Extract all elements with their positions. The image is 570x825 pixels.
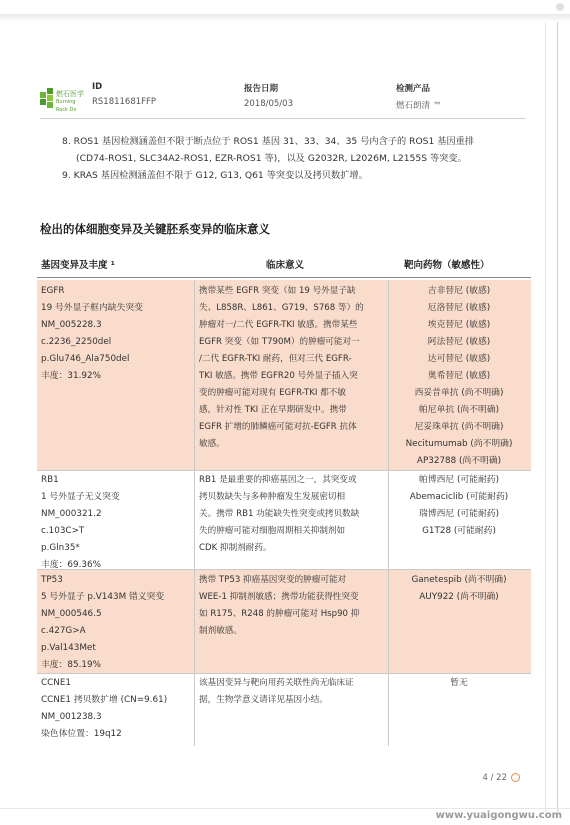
cell-line: 变的肿瘤可能对现有 EGFR-TKI 都不敏 (199, 388, 346, 398)
cell-line: EGFR 突变（如 T790M）的肿瘤可能对一 (199, 337, 360, 347)
drug-item: 暂无 (450, 678, 468, 688)
cell-line: 携带某些 EGFR 突变（如 19 号外显子缺 (199, 286, 356, 296)
drug-item: 奥希替尼 (敏感) (427, 371, 491, 381)
id-value: RS1811681FFP (92, 97, 157, 107)
scroll-marker-icon (556, 3, 564, 11)
viewer-top-bar (0, 0, 570, 14)
ccne1-significance-cell (199, 675, 385, 709)
cell-line: 丰度：85.19% (41, 660, 101, 670)
product-value: 燃石朗清 ™ (396, 101, 442, 111)
cell-line: NM_000546.5 (41, 609, 102, 619)
cell-line: c.427G>A (41, 626, 86, 636)
cell-line: 19 号外显子框内缺失突变 (41, 303, 143, 313)
rb1-significance-cell (199, 472, 385, 557)
drug-item: G1T28 (可能耐药) (422, 526, 496, 536)
logo-text-en: Burning Rock Dx (56, 99, 77, 113)
rb1-variant-cell (41, 472, 120, 574)
cell-line: 关。携带 RB1 功能缺失性突变或拷贝数缺 (199, 509, 360, 519)
column-divider (194, 280, 195, 746)
report-header (40, 82, 526, 114)
column-header-drugs: 靶向药物（敏感性） (404, 260, 490, 271)
watermark: www.yuaigongwu.com (435, 810, 562, 821)
drug-item: 瑞博西尼 (可能耐药) (418, 509, 500, 519)
egfr-significance-cell (199, 283, 385, 453)
company-logo (40, 88, 86, 113)
cell-line: 肿瘤对一/二代 EGFR-TKI 敏感。携带某些 (199, 320, 358, 330)
id-label: ID (92, 82, 103, 92)
note-8-line-1: 8. ROS1 基因检测涵盖但不限于断点位于 ROS1 基因 31、33、34、35 号内含子的 ROS1 基因重排 (62, 136, 475, 147)
cell-line: RB1 (41, 475, 59, 485)
product-label: 检测产品 (396, 84, 431, 94)
drug-item: Ganetespib (尚不明确) (411, 575, 507, 585)
note-8-line-2: (CD74-ROS1, SLC34A2-ROS1, EZR-ROS1 等)，以及 G2032R, L2026M, L2155S 等突变。 (76, 153, 467, 164)
drug-item: 帕尼单抗 (尚不明确) (418, 405, 500, 415)
drug-item: Abemaciclib (可能耐药) (409, 492, 509, 502)
cell-line: 丰度：69.36% (41, 560, 101, 570)
cell-line: p.Glu746_Ala750del (41, 354, 130, 364)
row-divider (37, 470, 531, 471)
drug-item: AP32788 (尚不明确) (416, 456, 502, 466)
cell-line: 失、L858R、L861、G719、S768 等）的 (199, 303, 364, 313)
cell-line: EGFR 扩增的肺鳞癌可能对抗-EGFR 抗体 (199, 422, 357, 432)
column-header-variant: 基因变异及丰度 ¹ (41, 260, 115, 271)
cell-line: CCNE1 拷贝数扩增 (CN=9.61) (41, 695, 168, 705)
cell-line: CCNE1 (41, 678, 72, 688)
cell-line: 5 号外显子 p.V143M 错义突变 (41, 592, 165, 602)
page-edge-rule-inner (545, 22, 546, 812)
cell-line: NM_001238.3 (41, 712, 102, 722)
ccne1-variant-cell (41, 675, 167, 743)
table-header-rule (37, 277, 531, 278)
drug-item: Necitumumab (尚不明确) (405, 439, 513, 449)
drug-item: 尼妥珠单抗 (尚不明确) (414, 422, 504, 432)
cell-line: 染色体位置：19q12 (41, 729, 122, 739)
drug-item: 阿法替尼 (敏感) (427, 337, 491, 347)
page-shadow (0, 14, 570, 22)
tp53-drugs-cell (392, 572, 526, 606)
cell-line: c.2236_2250del (41, 337, 112, 347)
cell-line: NM_000321.2 (41, 509, 102, 519)
cell-line: 失的肿瘤可能对细胞周期相关抑制剂如 (199, 526, 346, 536)
page-number-text: 4 / 22 (482, 773, 507, 783)
egfr-drugs-cell (392, 283, 526, 470)
cell-line: 1 号外显子无义突变 (41, 492, 120, 502)
cell-line: c.103C>T (41, 526, 85, 536)
header-divider (40, 118, 526, 119)
cell-line: TKI 敏感。携带 EGFR20 号外显子插入突 (199, 371, 358, 381)
drug-item: 吉非替尼 (敏感) (427, 286, 491, 296)
cell-line: 该基因变异与靶向用药关联性尚无临床证 (199, 678, 354, 688)
column-divider (388, 280, 389, 746)
cell-line: EGFR (41, 286, 65, 296)
page-edge-rule (557, 22, 558, 812)
cell-line: 携带 TP53 抑癌基因突变的肿瘤可能对 (199, 575, 347, 585)
cell-line: 丰度：31.92% (41, 371, 101, 381)
cell-line: NM_005228.3 (41, 320, 102, 330)
footnotes (62, 133, 532, 184)
drug-item: 西妥昔单抗 (尚不明确) (414, 388, 504, 398)
page-dot-icon (511, 773, 520, 782)
bottom-divider (0, 808, 570, 809)
drug-item: AUY922 (尚不明确) (419, 592, 499, 602)
cell-line: TP53 (41, 575, 63, 585)
cell-line: 拷贝数缺失与多种肿瘤发生发展密切相 (199, 492, 346, 502)
cell-line: 如 R175、R248 的肿瘤可能对 Hsp90 抑 (199, 609, 360, 619)
tp53-significance-cell (199, 572, 385, 640)
page-number (483, 773, 521, 783)
cell-line: 制剂敏感。 (199, 626, 242, 636)
drug-item: 埃克替尼 (敏感) (427, 320, 491, 330)
cell-line: 据，生物学意义请详见基因小结。 (199, 695, 328, 705)
egfr-variant-cell (41, 283, 143, 385)
ccne1-drugs-cell (392, 675, 526, 692)
cell-line: p.Gln35* (41, 543, 80, 553)
drug-item: 达可替尼 (敏感) (427, 354, 491, 364)
cell-line: 敏感。 (199, 439, 225, 449)
drug-item: 帕博西尼 (可能耐药) (418, 475, 500, 485)
cell-line: CDK 抑制剂耐药。 (199, 543, 272, 553)
rb1-drugs-cell (392, 472, 526, 540)
tp53-variant-cell (41, 572, 164, 674)
cell-line: p.Val143Met (41, 643, 96, 653)
report-date-value: 2018/05/03 (244, 99, 293, 109)
note-9: 9. KRAS 基因检测涵盖但不限于 G12, G13, Q61 等突变以及拷贝数扩增。 (62, 170, 368, 181)
cell-line: 感，针对性 TKI 正在早期研发中。携带 (199, 405, 347, 415)
report-date-label: 报告日期 (244, 84, 279, 94)
cell-line: /二代 EGFR-TKI 耐药，但对三代 EGFR- (199, 354, 352, 364)
logo-text-cn: 燃石医学 (56, 90, 84, 98)
cell-line: WEE-1 抑制剂敏感；携带功能获得性突变 (199, 592, 359, 602)
drug-item: 厄洛替尼 (敏感) (427, 303, 491, 313)
section-title: 检出的体细胞变异及关键胚系变异的临床意义 (40, 222, 270, 236)
column-header-significance: 临床意义 (266, 260, 305, 271)
cell-line: RB1 是最重要的抑癌基因之一，其突变或 (199, 475, 357, 485)
